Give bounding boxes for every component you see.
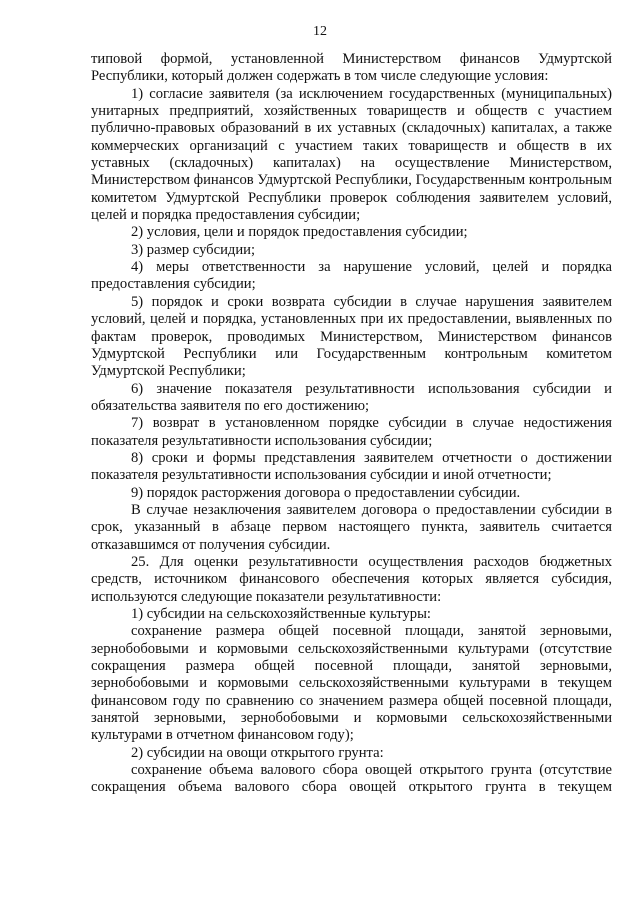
list-item: 2) субсидии на овощи открытого грунта:: [131, 744, 384, 761]
list-item: 8) сроки и формы представления заявителем отчетности о достижении показателя результативности использования субсидии и иной отчетности;: [91, 449, 612, 484]
paragraph: типовой формой, установленной Министерством финансов Удмуртской Республики, который должен содержать в том числе следующие условия:: [91, 51, 612, 85]
paragraph: В случае незаключения заявителем договора о предоставлении субсидии в срок, указанный в абзаце первом настоящего пункта, заявитель считается отказавшимся от получения субсидии.: [91, 501, 612, 553]
page-number: 12: [313, 24, 327, 39]
paragraph-continued: сохранение объема валового сбора овощей открытого грунта (отсутствие сокращения объема валового сбора овощей открытого грунта в текущем: [91, 762, 612, 796]
clause-25: 25. Для оценки результативности осуществления расходов бюджетных средств, источником финансового обеспечения которых является субсидия, используются следующие показатели результативности:: [91, 553, 612, 605]
list-item: 6) значение показателя результативности использования субсидии и обязательства заявителя по его достижению;: [91, 380, 612, 414]
list-item: 4) меры ответственности за нарушение условий, целей и порядка предоставления субсидии;: [91, 259, 612, 293]
list-item: 1) согласие заявителя (за исключением государственных (муниципальных) унитарных предприятий, хозяйственных товариществ и обществ с участием публично-правовых образований в их уставных (складочных) капиталах, а также коммерческих организаций с участием таких товариществ и обществ в их уставных (складочных) капиталах) на осуществление Министерством, Министерством финансов Удмуртской Республики, Государственным контрольным комитетом Удмуртской Республики проверок соблюдения заявителем условий, целей и порядка предоставления субсидии;: [91, 85, 612, 224]
list-item: 7) возврат в установленном порядке субсидии в случае недостижения показателя результативности использования субсидии;: [91, 415, 612, 449]
document-body: [91, 51, 612, 797]
list-item: 1) субсидии на сельскохозяйственные культуры:: [131, 606, 431, 622]
list-item: 9) порядок расторжения договора о предоставлении субсидии.: [131, 484, 521, 501]
list-item: 5) порядок и сроки возврата субсидии в случае нарушения заявителем условий, целей и порядка, установленных при их предоставлении, выявленных по фактам проверок, проводимых Министерством, Министерством финансов Удмуртской Республики или Государственным контрольным комитетом Удмуртской Республики;: [91, 293, 612, 380]
list-item: 3) размер субсидии;: [131, 241, 255, 258]
list-item: 2) условия, цели и порядок предоставления субсидии;: [131, 224, 468, 241]
paragraph: сохранение размера общей посевной площади, занятой зерновыми, зернобобовыми и кормовыми сельскохозяйственными культурами (отсутствие сокращения размера общей посевной площади, занятой зерновыми, зернобобовыми и кормовыми сельскохозяйственными культурами в текущем финансовом году по сравнению со значением размера общей посевной площади, занятой зерновыми, зернобобовыми и кормовыми сельскохозяйственными культурами в отчетном финансовом году);: [91, 623, 612, 744]
